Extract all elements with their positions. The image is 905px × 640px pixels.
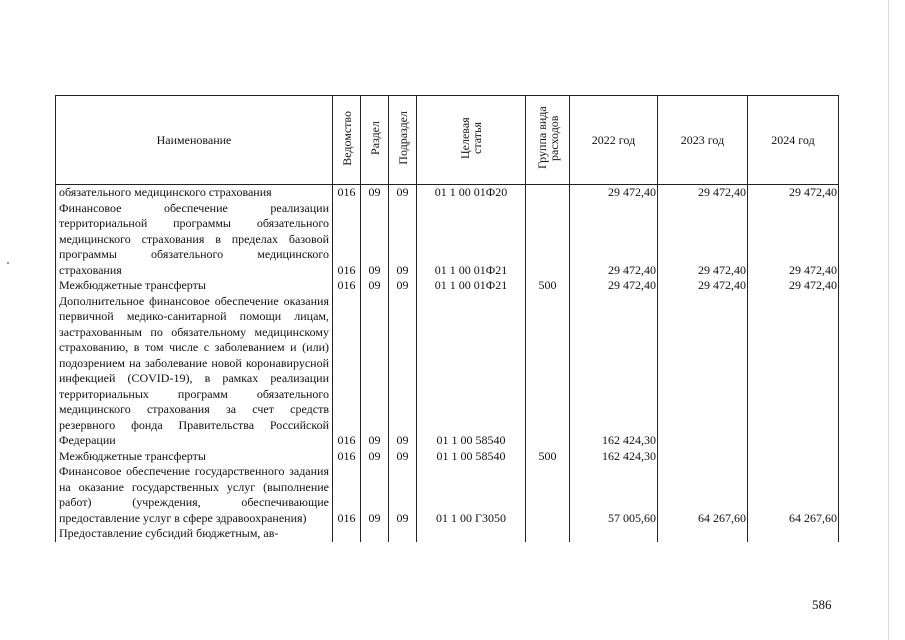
header-subsection: Подраздел: [389, 96, 417, 185]
header-department: Ведомство: [333, 96, 361, 185]
row-target-article: 01 1 00 58540: [417, 449, 526, 465]
table-row: [56, 185, 839, 201]
row-expense-group: [526, 201, 570, 279]
row-amount-2023: 29 472,40: [658, 185, 748, 201]
row-amount-2022: 162 424,30: [570, 294, 658, 449]
row-name: обязательного медицинского страхования: [56, 185, 333, 201]
table-row: [56, 278, 839, 294]
row-target-article: 01 1 00 01Ф21: [417, 278, 526, 294]
row-section: 09: [361, 464, 389, 526]
table-row: [56, 294, 839, 449]
row-amount-2023: 64 267,60: [658, 464, 748, 526]
row-subsection: 09: [389, 201, 417, 279]
row-name: Предоставление субсидий бюджетным, ав-: [56, 526, 333, 542]
row-target-article: 01 1 00 01Ф21: [417, 201, 526, 279]
header-year-2022: 2022 год: [570, 96, 658, 185]
row-section: 09: [361, 278, 389, 294]
row-subsection: [389, 526, 417, 542]
page-edge-line: [888, 0, 889, 640]
row-target-article: 01 1 00 58540: [417, 294, 526, 449]
row-amount-2024: 29 472,40: [748, 278, 839, 294]
row-amount-2024: 64 267,60: [748, 464, 839, 526]
row-amount-2024: 29 472,40: [748, 185, 839, 201]
row-amount-2024: [748, 526, 839, 542]
row-expense-group: [526, 464, 570, 526]
row-department: 016: [333, 449, 361, 465]
row-department: 016: [333, 464, 361, 526]
row-amount-2022: 57 005,60: [570, 464, 658, 526]
table-row: [56, 464, 839, 526]
row-department: 016: [333, 278, 361, 294]
row-target-article: 01 1 00 01Ф20: [417, 185, 526, 201]
row-section: 09: [361, 449, 389, 465]
row-department: [333, 526, 361, 542]
row-amount-2024: 29 472,40: [748, 201, 839, 279]
row-amount-2022: 162 424,30: [570, 449, 658, 465]
scan-speck: [7, 262, 9, 264]
row-subsection: 09: [389, 185, 417, 201]
header-target-article: Целевая статья: [417, 96, 526, 185]
row-expense-group: [526, 294, 570, 449]
header-year-2023: 2023 год: [658, 96, 748, 185]
row-name: Межбюджетные трансферты: [56, 449, 333, 465]
table-row: [56, 449, 839, 465]
row-subsection: 09: [389, 278, 417, 294]
row-amount-2024: [748, 449, 839, 465]
row-section: 09: [361, 201, 389, 279]
row-amount-2022: 29 472,40: [570, 278, 658, 294]
row-subsection: 09: [389, 449, 417, 465]
row-amount-2024: [748, 294, 839, 449]
row-department: 016: [333, 294, 361, 449]
header-year-2024: 2024 год: [748, 96, 839, 185]
row-subsection: 09: [389, 294, 417, 449]
row-target-article: 01 1 00 Г3050: [417, 464, 526, 526]
row-amount-2023: [658, 526, 748, 542]
header-expense-group: Группа вида расходов: [526, 96, 570, 185]
row-department: 016: [333, 201, 361, 279]
header-name: Наименование: [56, 96, 333, 185]
row-amount-2022: 29 472,40: [570, 185, 658, 201]
row-amount-2022: 29 472,40: [570, 201, 658, 279]
row-section: [361, 526, 389, 542]
row-name: Дополнительное финансовое обеспечение оказания первичной медико-санитарной помощи лицам, застрахованным по обязательному медицинскому страхованию, в том числе с заболеванием и (или) подозрением на заболевание новой коронавирусной инфекцией (COVID-19), в рамках реализации территориальных программ обязательного медицинского страхования за счет средств резервного фонда Правительства Российской Федерации: [56, 294, 333, 449]
row-amount-2023: 29 472,40: [658, 278, 748, 294]
row-department: 016: [333, 185, 361, 201]
row-amount-2022: [570, 526, 658, 542]
budget-table-container: [55, 95, 838, 542]
row-subsection: 09: [389, 464, 417, 526]
row-name: Финансовое обеспечение государственного задания на оказание государственных услуг (выполнение работ) (учреждения, обеспечивающие предоставление услуг в сфере здравоохранения): [56, 464, 333, 526]
row-expense-group: 500: [526, 278, 570, 294]
row-amount-2023: 29 472,40: [658, 201, 748, 279]
page-number: 586: [812, 597, 832, 612]
row-amount-2023: [658, 294, 748, 449]
row-name: Межбюджетные трансферты: [56, 278, 333, 294]
row-target-article: [417, 526, 526, 542]
row-expense-group: 500: [526, 449, 570, 465]
row-expense-group: [526, 526, 570, 542]
table-row: [56, 201, 839, 279]
row-amount-2023: [658, 449, 748, 465]
header-section: Раздел: [361, 96, 389, 185]
row-section: 09: [361, 294, 389, 449]
row-section: 09: [361, 185, 389, 201]
row-expense-group: [526, 185, 570, 201]
table-row: [56, 526, 839, 542]
table-header-row: [56, 96, 839, 185]
budget-table: [55, 95, 839, 542]
row-name: Финансовое обеспечение реализации территориальной программы обязательного медицинского страхования в пределах базовой программы обязательного медицинского страхования: [56, 201, 333, 279]
